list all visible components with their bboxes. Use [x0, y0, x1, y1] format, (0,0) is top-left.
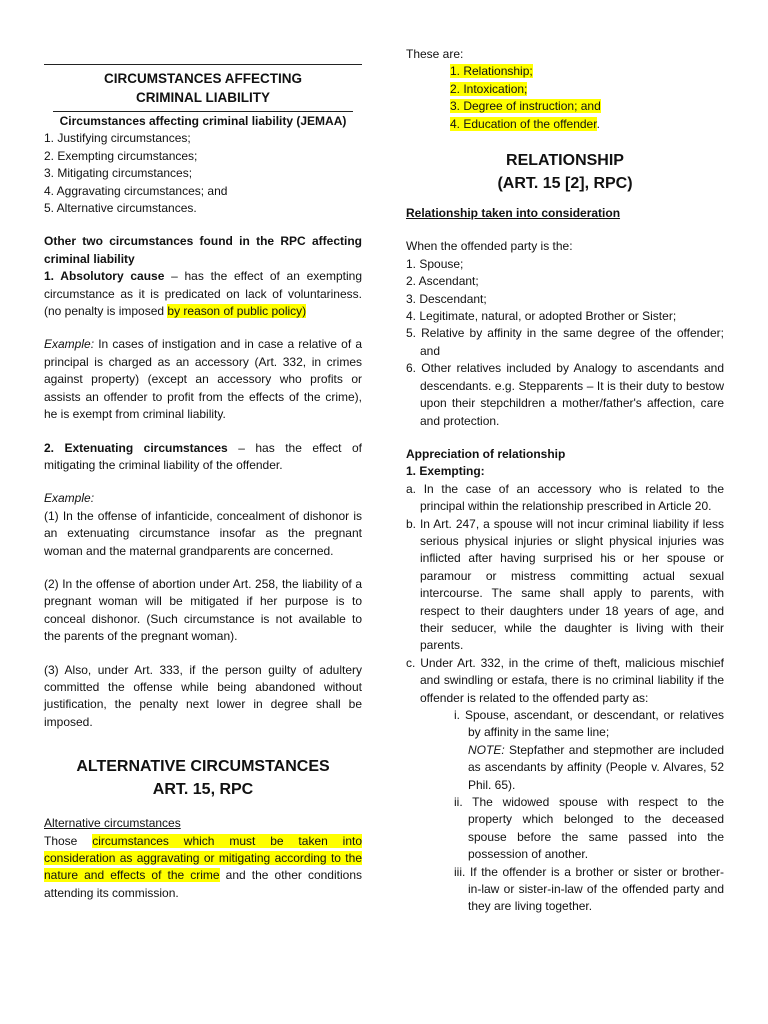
- extenuating-label: 2. Extenuating circumstances: [44, 440, 228, 455]
- exempting-item-c: c. Under Art. 332, in the crime of theft, malicious mischief and swindling or estafa, there is no criminal liability if the offender is related to the offended party as:: [406, 655, 724, 705]
- left-column: [44, 46, 362, 902]
- example-item-1: (1) In the offense of infanticide, concealment of dishonor is an extenuating circumstance insofar as the pregnant woman and the maternal grandparents are concerned.: [44, 508, 362, 558]
- title-line-1: CIRCUMSTANCES AFFECTING: [104, 71, 302, 86]
- alternative-text-2: and the other conditions attending its commission.: [44, 868, 362, 900]
- example-item-3: (3) Also, under Art. 333, if the person guilty of adultery committed the offense while being abandoned without justification, the penalty next lower in degree shall be imposed.: [44, 662, 362, 729]
- example-1-label: Example:: [44, 337, 95, 352]
- example-item-2: (2) In the offense of abortion under Art. 258, the liability of a pregnant woman will be mitigated if her purpose is to conceal dishonor. (Such circumstance is not available to the parents of the pregnant woman).: [44, 576, 362, 644]
- when-offended-label: When the offended party is the:: [406, 239, 573, 254]
- alternative-item-text: 3. Degree of instruction; and: [450, 99, 601, 114]
- title-top-rule: [44, 64, 362, 65]
- absolutory-cause-paragraph: [44, 268, 362, 320]
- relation-item: 1. Spouse;: [406, 256, 464, 271]
- absolutory-highlight: by reason of public policy): [167, 304, 307, 319]
- extenuating-paragraph: [44, 440, 362, 475]
- example-1-text: In cases of instigation and in case a relative of a principal is charged as an accessory (Art. 332, in crimes against property) (except an accessory who profits or assists an offender to profit from the effects of the crime), he is exempt from criminal liability.: [44, 337, 362, 422]
- right-column: [406, 46, 724, 916]
- alternative-item: [450, 116, 724, 133]
- example-2-label: Example:: [44, 491, 95, 506]
- exempting-sub-iii: iii. If the offender is a brother or sister or brother-in-law or sister-in-law of the offended party and they are living together.: [454, 864, 724, 914]
- alternative-item: [450, 98, 724, 115]
- these-are-label: These are:: [406, 47, 464, 61]
- relation-item: 6. Other relatives included by Analogy to ascendants and descendants. e.g. Stepparents – It is their duty to bestow upon their stepchildren a mother/father's affection, care and protection.: [406, 361, 724, 428]
- absolutory-label: 1. Absolutory cause: [44, 269, 165, 284]
- note-text: Stepfather and stepmother are included as ascendants by affinity (People v. Alvares, 52 Phil. 65).: [468, 742, 724, 792]
- alternative-item-text: 1. Relationship;: [450, 64, 533, 79]
- alternative-item-text: 2. Intoxication;: [450, 81, 528, 96]
- relationship-title-2: (ART. 15 [2], RPC): [497, 175, 633, 193]
- list-item: 5. Alternative circumstances.: [44, 201, 197, 216]
- list-item: 1. Justifying circumstances;: [44, 131, 191, 146]
- jemaa-subtitle: Circumstances affecting criminal liability (JEMAA): [59, 114, 347, 128]
- alternative-item-period: .: [596, 116, 600, 131]
- appreciation-heading: Appreciation of relationship: [406, 446, 566, 461]
- list-item: 2. Exempting circumstances;: [44, 148, 198, 163]
- list-item: 4. Aggravating circumstances; and: [44, 183, 228, 198]
- note-label: NOTE:: [468, 742, 505, 757]
- other-circumstances-heading: Other two circumstances found in the RPC affecting criminal liability: [44, 234, 362, 266]
- relationship-title-1: RELATIONSHIP: [506, 152, 624, 170]
- exempting-sub-i: i. Spouse, ascendant, or descendant, or relatives by affinity in the same line;: [454, 708, 724, 740]
- title-bottom-rule: [53, 111, 353, 112]
- alternative-subheading: Alternative circumstances: [44, 816, 181, 831]
- alternative-definition: [44, 833, 362, 903]
- stepparent-note: [468, 742, 724, 794]
- absolutory-text: – has the effect of an exempting circumstance as it is predicated on lack of voluntariness. (no penalty is imposed: [44, 269, 362, 319]
- exempting-item-b: b. In Art. 247, a spouse will not incur criminal liability if less serious physical injuries or slight physical injuries was inflicted after having surprised his or her spouse or paramour or mistress committing actual sexual intercourse. The same shall apply to parents, with respect to their daughters under 18 years of age, and their seducer, while the daughter is living with their parents.: [406, 516, 724, 653]
- relation-item: 4. Legitimate, natural, or adopted Brother or Sister;: [406, 309, 677, 324]
- example-1-paragraph: [44, 336, 362, 423]
- extenuating-text: – has the effect of mitigating the criminal liability of the offender.: [44, 440, 362, 472]
- relation-item: 2. Ascendant;: [406, 274, 479, 289]
- alternative-item: [450, 81, 724, 98]
- exempting-label: 1. Exempting:: [406, 464, 485, 479]
- title-line-2: CRIMINAL LIABILITY: [136, 90, 270, 105]
- alternative-item-text: 4. Education of the offender: [450, 116, 597, 131]
- list-item: 3. Mitigating circumstances;: [44, 166, 193, 181]
- relationship-subheading: Relationship taken into consideration: [406, 206, 621, 221]
- exempting-item-a: a. In the case of an accessory who is related to the principal within the relationship prescribed in Article 20.: [406, 481, 724, 514]
- relation-item: 3. Descendant;: [406, 291, 487, 306]
- alternative-title-2: ART. 15, RPC: [152, 781, 254, 799]
- alternative-title-1: ALTERNATIVE CIRCUMSTANCES: [76, 758, 330, 776]
- exempting-sub-ii: ii. The widowed spouse with respect to the property which belonged to the deceased spouse before the same passed into the possession of another.: [454, 795, 724, 862]
- alternative-text-1: Those: [44, 833, 93, 848]
- alternative-item: [450, 63, 724, 80]
- relation-item: 5. Relative by affinity in the same degree of the offender; and: [406, 326, 724, 358]
- alternative-highlight: circumstances which must be taken into consideration as aggravating or mitigating according to the nature and effects of the crime: [44, 833, 363, 883]
